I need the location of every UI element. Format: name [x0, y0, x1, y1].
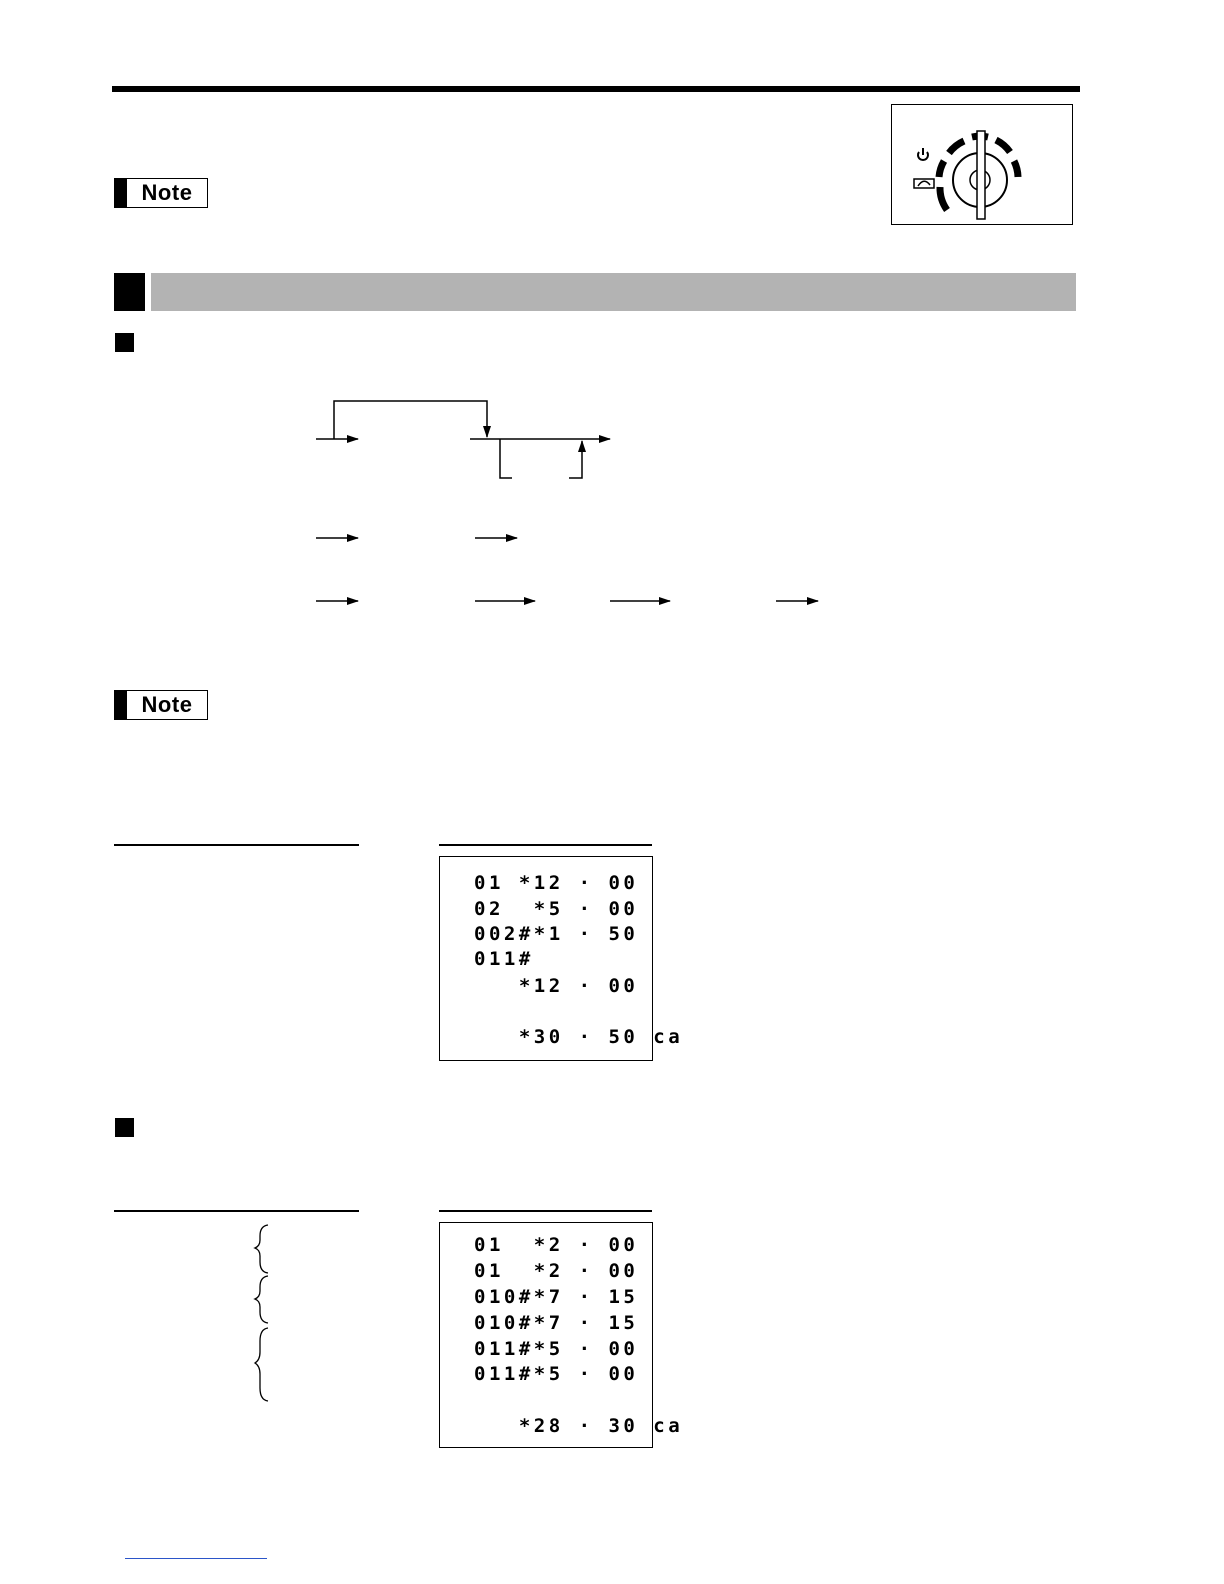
- page-link-underline[interactable]: [125, 1558, 267, 1559]
- subsection-bullet: [115, 1118, 134, 1137]
- brace-icon: [255, 1276, 268, 1323]
- print-column-rule: [439, 844, 652, 846]
- note-badge-bar: [115, 691, 127, 719]
- key-operation-column-rule: [114, 844, 359, 846]
- receipt-line: 01 *2 · 00: [474, 1234, 639, 1256]
- note-badge: [114, 690, 208, 720]
- flow-loop-arrow: [334, 401, 487, 439]
- brace-icon: [255, 1328, 268, 1401]
- receipt-line: *28 · 30 ca: [474, 1415, 684, 1437]
- flow-branch: [500, 439, 512, 478]
- brace-icon: [255, 1225, 268, 1273]
- receipt-line: *30 · 50 ca: [474, 1026, 684, 1048]
- print-column-rule: [439, 1210, 652, 1212]
- key-operation-column-rule: [114, 1210, 359, 1212]
- grouping-braces: [250, 1220, 280, 1410]
- receipt-line: 01 *2 · 00: [474, 1260, 639, 1282]
- note-label: Note: [141, 692, 193, 717]
- key-sequence-diagram: [0, 0, 1224, 700]
- receipt-line: 010#*7 · 15: [474, 1286, 639, 1308]
- note-label: Note: [141, 180, 193, 205]
- receipt-print-sample: [439, 1222, 684, 1448]
- receipt-line: 011#*5 · 00: [474, 1363, 639, 1385]
- receipt-line: 002#*1 · 50: [474, 923, 639, 945]
- receipt-line: 02 *5 · 00: [474, 898, 639, 920]
- receipt-line: 01 *12 · 00: [474, 872, 639, 894]
- receipt-line: 011#: [474, 948, 534, 970]
- receipt-line: 011#*5 · 00: [474, 1338, 639, 1360]
- receipt-line: *12 · 00: [474, 975, 639, 997]
- receipt-print-sample: [439, 856, 684, 1061]
- receipt-line: 010#*7 · 15: [474, 1312, 639, 1334]
- flow-return-arrow: [569, 441, 582, 478]
